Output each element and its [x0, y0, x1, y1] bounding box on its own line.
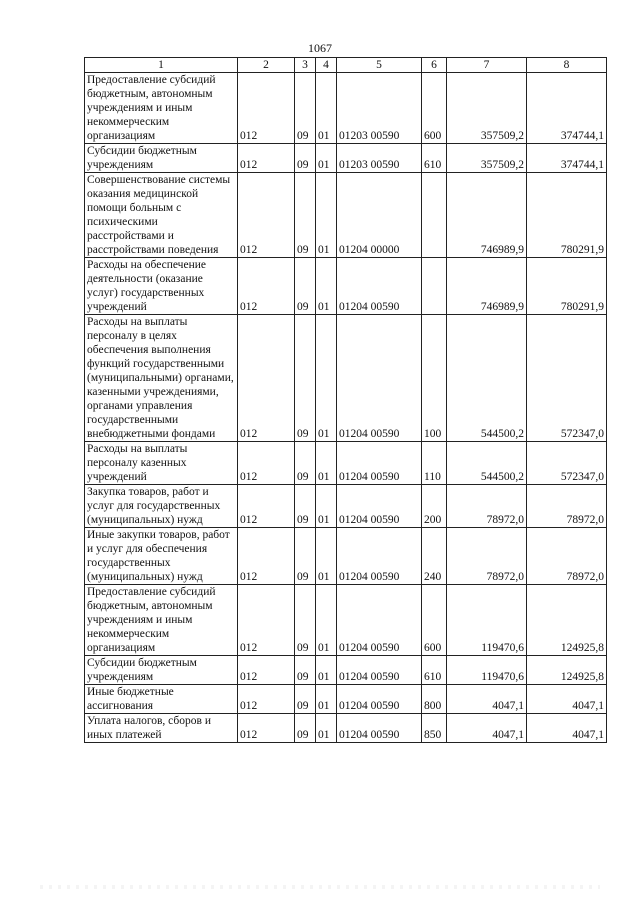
row-expense-type: 110 [422, 442, 447, 485]
row-target-article: 01204 00590 [337, 685, 422, 714]
col-header-7: 7 [447, 58, 527, 73]
row-target-article: 01204 00590 [337, 656, 422, 685]
row-target-article: 01203 00590 [337, 73, 422, 144]
header-row [85, 58, 607, 73]
row-name: Расходы на выплаты персоналу казенных учреждений [85, 442, 238, 485]
row-amount-year2: 572347,0 [527, 442, 607, 485]
col-header-8: 8 [527, 58, 607, 73]
row-section-code: 09 [295, 485, 316, 528]
row-subsection-code: 01 [316, 528, 337, 585]
scan-noise [40, 885, 600, 889]
row-target-article: 01204 00590 [337, 315, 422, 442]
table-row [85, 442, 607, 485]
row-target-article: 01204 00590 [337, 442, 422, 485]
row-target-article: 01204 00000 [337, 173, 422, 258]
row-ministry-code: 012 [238, 258, 295, 315]
row-expense-type: 610 [422, 144, 447, 173]
row-subsection-code: 01 [316, 144, 337, 173]
row-subsection-code: 01 [316, 258, 337, 315]
row-section-code: 09 [295, 173, 316, 258]
row-amount-year1: 746989,9 [447, 258, 527, 315]
row-name: Иные бюджетные ассигнования [85, 685, 238, 714]
row-amount-year1: 544500,2 [447, 315, 527, 442]
row-subsection-code: 01 [316, 714, 337, 743]
row-amount-year1: 357509,2 [447, 73, 527, 144]
row-name: Субсидии бюджетным учреждениям [85, 656, 238, 685]
row-expense-type: 100 [422, 315, 447, 442]
row-expense-type: 600 [422, 585, 447, 656]
row-amount-year1: 78972,0 [447, 528, 527, 585]
row-amount-year2: 124925,8 [527, 585, 607, 656]
col-header-1: 1 [85, 58, 238, 73]
row-subsection-code: 01 [316, 315, 337, 442]
row-expense-type [422, 173, 447, 258]
row-target-article: 01204 00590 [337, 714, 422, 743]
row-target-article: 01203 00590 [337, 144, 422, 173]
row-name: Субсидии бюджетным учреждениям [85, 144, 238, 173]
table-row [85, 258, 607, 315]
row-name: Уплата налогов, сборов и иных платежей [85, 714, 238, 743]
row-target-article: 01204 00590 [337, 528, 422, 585]
table-row [85, 685, 607, 714]
row-target-article: 01204 00590 [337, 485, 422, 528]
page-number: 1067 [308, 41, 332, 55]
row-ministry-code: 012 [238, 656, 295, 685]
row-ministry-code: 012 [238, 528, 295, 585]
row-section-code: 09 [295, 315, 316, 442]
row-section-code: 09 [295, 656, 316, 685]
row-name: Предоставление субсидий бюджетным, автономным учреждениям и иным некоммерческим организациям [85, 585, 238, 656]
row-amount-year2: 4047,1 [527, 714, 607, 743]
row-name: Предоставление субсидий бюджетным, автономным учреждениям и иным некоммерческим организациям [85, 73, 238, 144]
row-expense-type: 600 [422, 73, 447, 144]
row-subsection-code: 01 [316, 656, 337, 685]
table-row [85, 173, 607, 258]
row-ministry-code: 012 [238, 585, 295, 656]
row-section-code: 09 [295, 685, 316, 714]
budget-table [84, 57, 607, 743]
row-expense-type: 800 [422, 685, 447, 714]
row-ministry-code: 012 [238, 73, 295, 144]
table-row [85, 528, 607, 585]
row-expense-type [422, 258, 447, 315]
row-ministry-code: 012 [238, 442, 295, 485]
table-row [85, 485, 607, 528]
row-subsection-code: 01 [316, 485, 337, 528]
col-header-6: 6 [422, 58, 447, 73]
row-ministry-code: 012 [238, 714, 295, 743]
row-amount-year1: 544500,2 [447, 442, 527, 485]
row-amount-year2: 124925,8 [527, 656, 607, 685]
table-row [85, 144, 607, 173]
row-amount-year1: 357509,2 [447, 144, 527, 173]
row-ministry-code: 012 [238, 144, 295, 173]
row-name: Иные закупки товаров, работ и услуг для обеспечения государственных (муниципальных) нужд [85, 528, 238, 585]
row-amount-year2: 78972,0 [527, 485, 607, 528]
row-section-code: 09 [295, 258, 316, 315]
row-name: Расходы на выплаты персоналу в целях обеспечения выполнения функций государственными (муниципальными) органами, казенными учреждениями, органами управления государственными внебюджетными фондами [85, 315, 238, 442]
row-amount-year2: 572347,0 [527, 315, 607, 442]
row-ministry-code: 012 [238, 173, 295, 258]
row-expense-type: 850 [422, 714, 447, 743]
row-subsection-code: 01 [316, 585, 337, 656]
table-row [85, 73, 607, 144]
col-header-5: 5 [337, 58, 422, 73]
row-section-code: 09 [295, 585, 316, 656]
row-section-code: 09 [295, 73, 316, 144]
row-amount-year2: 78972,0 [527, 528, 607, 585]
row-ministry-code: 012 [238, 485, 295, 528]
row-name: Расходы на обеспечение деятельности (оказание услуг) государственных учреждений [85, 258, 238, 315]
row-target-article: 01204 00590 [337, 585, 422, 656]
col-header-2: 2 [238, 58, 295, 73]
row-amount-year2: 374744,1 [527, 144, 607, 173]
row-expense-type: 200 [422, 485, 447, 528]
row-subsection-code: 01 [316, 73, 337, 144]
row-amount-year1: 119470,6 [447, 585, 527, 656]
row-amount-year1: 78972,0 [447, 485, 527, 528]
row-section-code: 09 [295, 144, 316, 173]
table-row [85, 315, 607, 442]
row-expense-type: 610 [422, 656, 447, 685]
row-name: Закупка товаров, работ и услуг для государственных (муниципальных) нужд [85, 485, 238, 528]
row-amount-year2: 780291,9 [527, 258, 607, 315]
row-amount-year2: 374744,1 [527, 73, 607, 144]
row-target-article: 01204 00590 [337, 258, 422, 315]
row-amount-year1: 4047,1 [447, 714, 527, 743]
row-ministry-code: 012 [238, 685, 295, 714]
table-row [85, 656, 607, 685]
table-row [85, 714, 607, 743]
row-section-code: 09 [295, 442, 316, 485]
row-amount-year1: 746989,9 [447, 173, 527, 258]
row-amount-year1: 119470,6 [447, 656, 527, 685]
row-amount-year2: 780291,9 [527, 173, 607, 258]
row-section-code: 09 [295, 714, 316, 743]
table-row [85, 585, 607, 656]
row-subsection-code: 01 [316, 173, 337, 258]
row-amount-year2: 4047,1 [527, 685, 607, 714]
row-subsection-code: 01 [316, 685, 337, 714]
row-subsection-code: 01 [316, 442, 337, 485]
row-expense-type: 240 [422, 528, 447, 585]
row-name: Совершенствование системы оказания медицинской помощи больным с психическими расстройствами и расстройствами поведения [85, 173, 238, 258]
row-amount-year1: 4047,1 [447, 685, 527, 714]
col-header-4: 4 [316, 58, 337, 73]
row-section-code: 09 [295, 528, 316, 585]
row-ministry-code: 012 [238, 315, 295, 442]
col-header-3: 3 [295, 58, 316, 73]
